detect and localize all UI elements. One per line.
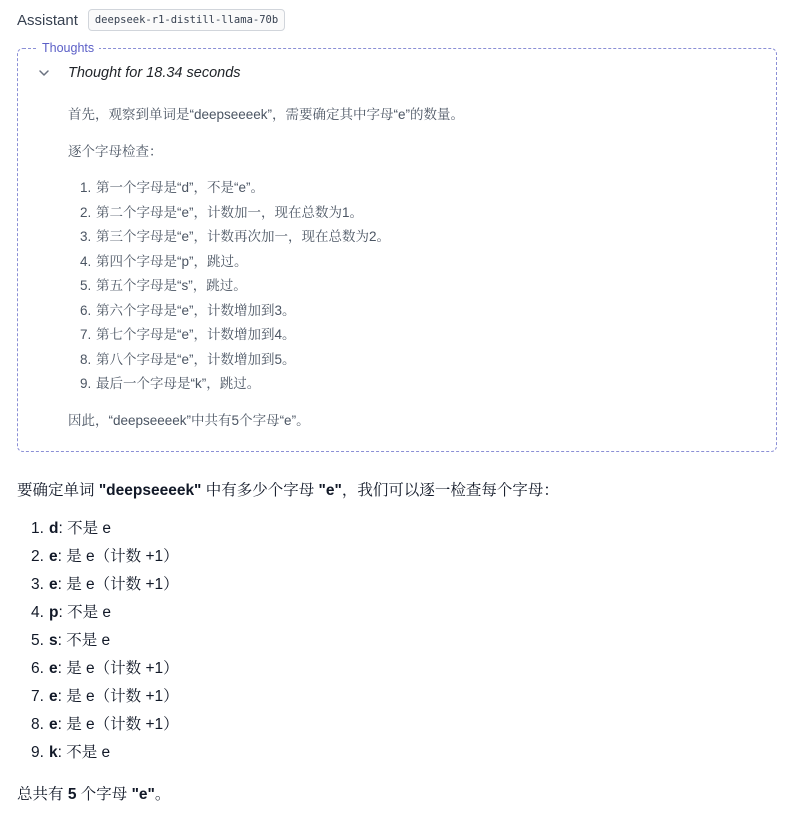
list-item: 7. 第七个字母是“e”，计数增加到4。 — [80, 327, 296, 342]
list-item: 1. d: 不是 e — [31, 520, 112, 537]
thought-duration: Thought for 18.34 seconds — [68, 65, 241, 81]
list-item: 1. 第一个字母是“d”，不是“e”。 — [80, 180, 264, 195]
thought-conclusion: 因此，“deepseeeek”中共有5个字母“e”。 — [68, 413, 310, 428]
list-item: 5. 第五个字母是“s”，跳过。 — [80, 278, 247, 293]
thoughts-panel — [17, 41, 777, 452]
list-item: 4. 第四个字母是“p”，跳过。 — [80, 253, 248, 269]
answer-intro: 要确定单词 "deepseeeek" 中有多少个字母 "e"，我们可以逐一检查每个字母： — [17, 482, 559, 499]
list-item: 9. k: 不是 e — [31, 744, 111, 761]
answer-list — [31, 519, 179, 771]
chevron-down-icon[interactable] — [37, 66, 51, 80]
role-label: Assistant — [17, 11, 78, 29]
list-item: 7. e: 是 e（计数 +1） — [31, 688, 179, 705]
list-item: 9. 最后一个字母是“k”，跳过。 — [80, 376, 261, 391]
list-item: 2. 第二个字母是“e”，计数加一，现在总数为1。 — [80, 204, 364, 220]
list-item: 2. e: 是 e（计数 +1） — [31, 548, 179, 565]
thought-check-label: 逐个字母检查： — [68, 144, 163, 159]
thought-steps — [80, 179, 390, 400]
thought-intro: 首先，观察到单词是“deepseeeek”，需要确定其中字母“e”的数量。 — [68, 107, 465, 122]
list-item: 6. e: 是 e（计数 +1） — [31, 660, 179, 677]
list-item: 3. e: 是 e（计数 +1） — [31, 576, 179, 593]
list-item: 5. s: 不是 e — [31, 632, 111, 649]
list-item: 4. p: 不是 e — [31, 604, 112, 621]
list-item: 8. e: 是 e（计数 +1） — [31, 716, 179, 733]
thoughts-toggle[interactable] — [37, 65, 241, 81]
list-item: 3. 第三个字母是“e”，计数再次加一，现在总数为2。 — [80, 229, 391, 244]
list-item: 6. 第六个字母是“e”，计数增加到3。 — [80, 302, 296, 318]
message-header — [17, 7, 285, 33]
thoughts-legend: Thoughts — [37, 40, 99, 56]
list-item: 8. 第八个字母是“e”，计数增加到5。 — [80, 351, 296, 367]
model-badge: deepseek-r1-distill-llama-70b — [88, 9, 285, 31]
answer-conclusion: 总共有 5 个字母 "e"。 — [17, 786, 171, 803]
